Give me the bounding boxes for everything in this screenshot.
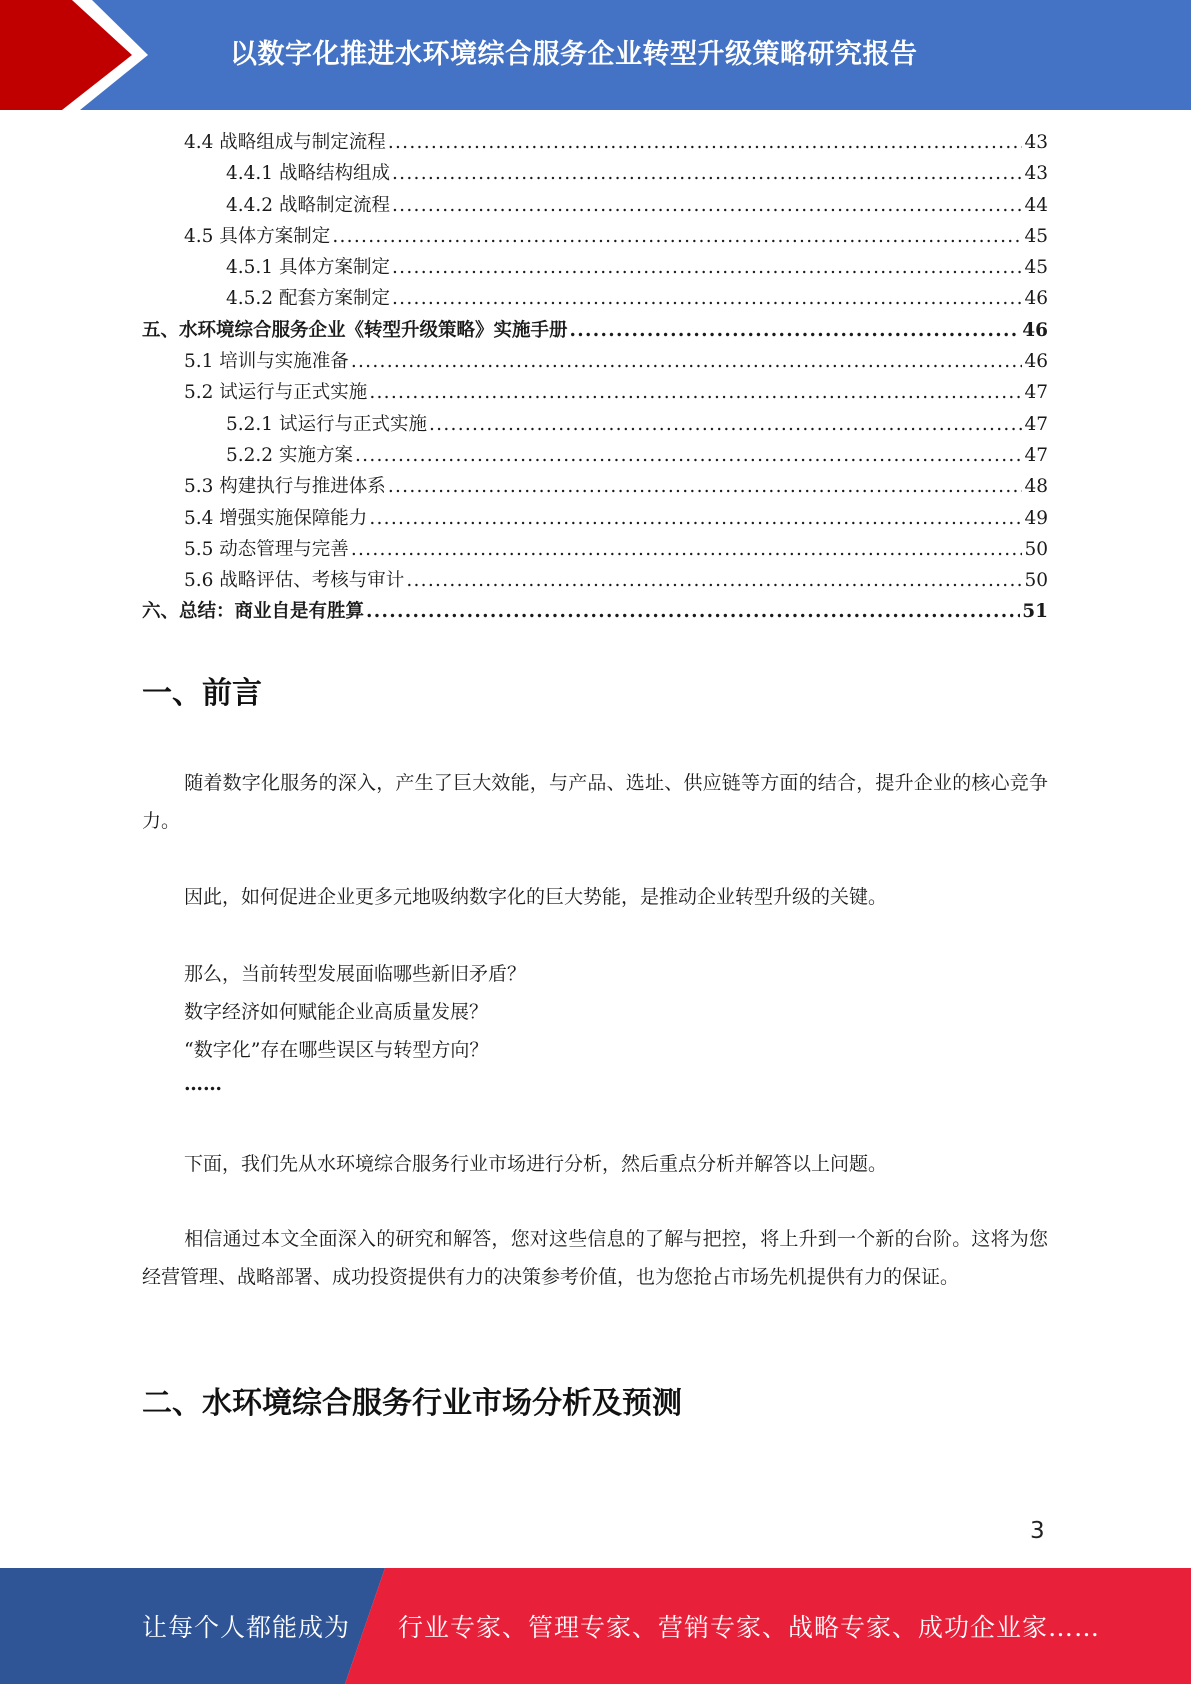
toc-entry-page: 45 xyxy=(1024,257,1048,279)
toc-entry[interactable] xyxy=(142,158,1048,189)
toc-entry-label: 4.5 具体方案制定 xyxy=(184,225,331,247)
toc-entry[interactable] xyxy=(142,315,1048,346)
toc-entry-label: 六、总结：商业自是有胜算 xyxy=(142,601,365,623)
toc-entry-label: 4.5.2 配套方案制定 xyxy=(226,288,390,310)
footer-band xyxy=(0,1568,1191,1684)
toc-dot-leader xyxy=(392,190,1022,221)
toc-entry-page: 45 xyxy=(1024,225,1048,247)
toc-entry-page: 43 xyxy=(1024,163,1048,185)
toc-entry-page: 50 xyxy=(1024,538,1048,560)
toc-dot-leader xyxy=(369,377,1022,408)
table-of-contents xyxy=(142,127,1048,628)
toc-entry-page: 46 xyxy=(1024,288,1048,310)
toc-entry-page: 44 xyxy=(1024,194,1048,216)
report-title: 以数字化推进水环境综合服务企业转型升级策略研究报告 xyxy=(230,39,918,70)
toc-entry-label: 五、水环境综合服务企业《转型升级策略》实施手册 xyxy=(142,319,568,341)
question-line: 那么，当前转型发展面临哪些新旧矛盾？ xyxy=(184,963,527,985)
toc-entry[interactable] xyxy=(142,471,1048,502)
toc-dot-leader xyxy=(351,534,1023,565)
section-heading-preface: 一、前言 xyxy=(142,676,262,711)
footer-slogan-right: 行业专家、管理专家、营销专家、战略专家、成功企业家…… xyxy=(398,1613,1101,1642)
toc-entry-label: 4.5.1 具体方案制定 xyxy=(226,257,390,279)
toc-entry-page: 48 xyxy=(1024,476,1048,498)
toc-entry-page: 49 xyxy=(1024,507,1048,529)
toc-entry-label: 5.6 战略评估、考核与审计 xyxy=(184,570,405,592)
toc-entry-label: 5.2 试运行与正式实施 xyxy=(184,382,368,404)
toc-entry[interactable] xyxy=(142,283,1048,314)
toc-entry-page: 51 xyxy=(1022,601,1048,623)
question-line: 数字经济如何赋能企业高质量发展？ xyxy=(184,1001,489,1023)
toc-entry-label: 5.3 构建执行与推进体系 xyxy=(184,476,386,498)
header-arrow-decoration xyxy=(0,0,160,110)
toc-entry[interactable] xyxy=(142,565,1048,596)
toc-dot-leader xyxy=(570,315,1021,346)
toc-dot-leader xyxy=(429,409,1022,440)
toc-entry-page: 47 xyxy=(1024,382,1048,404)
toc-entry[interactable] xyxy=(142,440,1048,471)
toc-entry-page: 47 xyxy=(1024,413,1048,435)
toc-entry-label: 4.4.2 战略制定流程 xyxy=(226,194,390,216)
toc-dot-leader xyxy=(332,221,1022,252)
paragraph: 下面，我们先从水环境综合服务行业市场进行分析，然后重点分析并解答以上问题。 xyxy=(184,1153,888,1175)
toc-entry-page: 46 xyxy=(1022,319,1048,341)
ellipsis: …… xyxy=(184,1073,222,1095)
toc-entry-page: 50 xyxy=(1024,570,1048,592)
toc-dot-leader xyxy=(366,596,1020,627)
toc-entry-label: 4.4.1 战略结构组成 xyxy=(226,163,390,185)
toc-dot-leader xyxy=(392,283,1022,314)
toc-dot-leader xyxy=(406,565,1022,596)
toc-entry[interactable] xyxy=(142,596,1048,627)
toc-dot-leader xyxy=(355,440,1023,471)
toc-dot-leader xyxy=(388,127,1023,158)
toc-entry[interactable] xyxy=(142,377,1048,408)
toc-dot-leader xyxy=(369,503,1022,534)
paragraph: 随着数字化服务的深入，产生了巨大效能，与产品、选址、供应链等方面的结合，提升企业的核心竞争力。 xyxy=(142,772,1048,832)
toc-dot-leader xyxy=(392,158,1022,189)
toc-entry[interactable] xyxy=(142,190,1048,221)
toc-entry[interactable] xyxy=(142,503,1048,534)
question-line: “数字化”存在哪些误区与转型方向？ xyxy=(184,1039,489,1061)
footer-slogan-left: 让每个人都能成为 xyxy=(142,1613,351,1642)
paragraph: 相信通过本文全面深入的研究和解答，您对这些信息的了解与把控，将上升到一个新的台阶。这将为您经营管理、战略部署、成功投资提供有力的决策参考价值，也为您抢占市场先机提供有力的保证。 xyxy=(142,1228,1048,1288)
toc-entry-label: 5.2.2 实施方案 xyxy=(226,444,353,466)
toc-entry-label: 5.2.1 试运行与正式实施 xyxy=(226,413,427,435)
paragraph: 因此，如何促进企业更多元地吸纳数字化的巨大势能，是推动企业转型升级的关键。 xyxy=(184,886,888,908)
section-heading-market-analysis: 二、水环境综合服务行业市场分析及预测 xyxy=(142,1386,682,1421)
toc-entry-label: 5.1 培训与实施准备 xyxy=(184,351,349,373)
toc-entry-page: 46 xyxy=(1024,351,1048,373)
toc-entry-page: 47 xyxy=(1024,444,1048,466)
toc-dot-leader xyxy=(388,471,1023,502)
toc-entry[interactable] xyxy=(142,534,1048,565)
toc-dot-leader xyxy=(392,252,1022,283)
header-band xyxy=(0,0,1191,110)
toc-entry[interactable] xyxy=(142,409,1048,440)
toc-dot-leader xyxy=(351,346,1023,377)
toc-entry[interactable] xyxy=(142,221,1048,252)
toc-entry[interactable] xyxy=(142,346,1048,377)
toc-entry-label: 5.4 增强实施保障能力 xyxy=(184,507,368,529)
toc-entry-label: 5.5 动态管理与完善 xyxy=(184,538,349,560)
toc-entry-label: 4.4 战略组成与制定流程 xyxy=(184,132,386,153)
toc-entry[interactable] xyxy=(142,127,1048,158)
page-number: 3 xyxy=(1030,1518,1045,1544)
toc-entry-page: 43 xyxy=(1024,132,1048,153)
toc-entry[interactable] xyxy=(142,252,1048,283)
